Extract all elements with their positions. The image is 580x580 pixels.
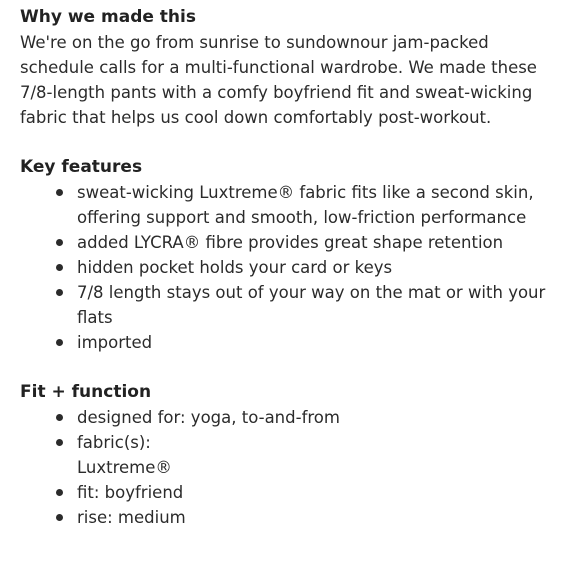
bullet-dot-icon [56,414,63,421]
why-section-title: Why we made this [20,7,196,27]
why-line: schedule calls for a multi-functional wardrobe. We made these [20,58,537,77]
key-features-section [20,155,560,355]
list-item [56,330,560,355]
why-line: 7/8-length pants with a comfy boyfriend fit and sweat-wicking [20,83,533,102]
section-spacer [20,130,560,155]
list-item-text: flats [77,308,113,327]
bullet-dot-icon [56,289,63,296]
bullet-dot-icon [56,239,63,246]
section-spacer [20,355,560,380]
bullet-dot-icon [56,189,63,196]
bullet-dot-icon [56,489,63,496]
list-item [56,230,560,255]
list-item-text: 7/8 length stays out of your way on the mat or with your [77,283,546,302]
list-item-text: Luxtreme® [77,458,172,477]
list-item-text: rise: medium [77,508,186,527]
fit-function-list [20,405,560,530]
list-item-text: imported [77,333,153,352]
list-item [56,280,560,330]
list-item [56,180,560,230]
key-features-title: Key features [20,157,143,177]
why-line: fabric that helps us cool down comfortably post-workout. [20,108,492,127]
list-item-text: added LYCRA® fibre provides great shape retention [77,233,504,252]
list-item-text: fit: boyfriend [77,483,184,502]
list-item [56,405,560,430]
list-item-text: designed for: yoga, to-and-from [77,408,340,427]
list-item-text: offering support and smooth, low-friction performance [77,208,527,227]
bullet-dot-icon [56,339,63,346]
bullet-dot-icon [56,439,63,446]
bullet-dot-icon [56,264,63,271]
list-item-text: hidden pocket holds your card or keys [77,258,393,277]
why-we-made-this-section [20,5,560,130]
list-item [56,480,560,505]
why-line: We're on the go from sunrise to sundownour jam-packed [20,33,489,52]
list-item-text: sweat-wicking Luxtreme® fabric fits like a second skin, [77,183,534,202]
list-item [56,255,560,280]
list-item [56,505,560,530]
fit-function-section [20,380,560,530]
fit-function-title: Fit + function [20,382,152,402]
list-item [56,430,560,480]
key-features-list [20,180,560,355]
list-item-text: fabric(s): [77,433,151,452]
why-section-body [20,30,560,130]
bullet-dot-icon [56,514,63,521]
